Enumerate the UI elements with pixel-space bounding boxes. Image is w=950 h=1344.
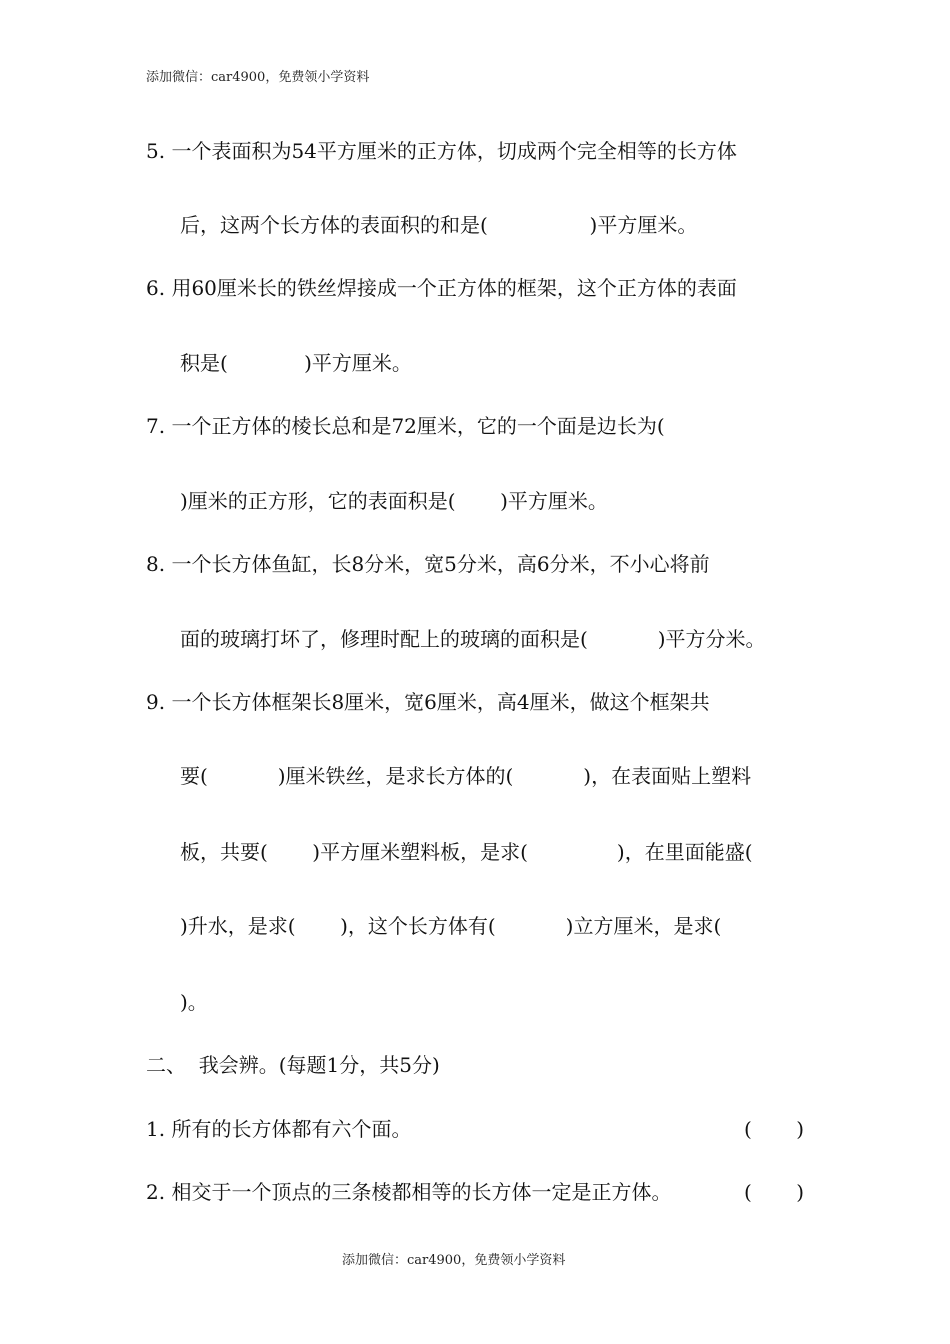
judge-item-1: 1. 所有的长方体都有六个面。 bbox=[146, 1117, 412, 1141]
judge-item-2-answer: ( ) bbox=[744, 1180, 805, 1204]
question-7-line-1: 7. 一个正方体的棱长总和是72厘米，它的一个面是边长为( bbox=[146, 414, 665, 438]
question-8-line-1: 8. 一个长方体鱼缸，长8分米，宽5分米，高6分米，不小心将前 bbox=[146, 552, 710, 576]
question-9-line-2: 要( )厘米铁丝，是求长方体的( )，在表面贴上塑料 bbox=[180, 764, 752, 788]
question-6-line-2: 积是( )平方厘米。 bbox=[180, 351, 412, 375]
section-2-heading: 二、 我会辨。(每题1分，共5分) bbox=[146, 1053, 440, 1077]
question-9-line-5: )。 bbox=[180, 990, 208, 1014]
watermark-footer: 添加微信：car4900，免费领小学资料 bbox=[342, 1253, 566, 1268]
question-9-line-1: 9. 一个长方体框架长8厘米，宽6厘米，高4厘米，做这个框架共 bbox=[146, 690, 710, 714]
question-7-line-2: )厘米的正方形，它的表面积是( )平方厘米。 bbox=[180, 489, 608, 513]
question-5-line-2: 后，这两个长方体的表面积的和是( )平方厘米。 bbox=[180, 213, 698, 237]
judge-item-1-answer: ( ) bbox=[744, 1117, 805, 1141]
judge-item-2: 2. 相交于一个顶点的三条棱都相等的长方体一定是正方体。 bbox=[146, 1180, 672, 1204]
watermark-header: 添加微信：car4900，免费领小学资料 bbox=[146, 70, 370, 85]
question-8-line-2: 面的玻璃打坏了，修理时配上的玻璃的面积是( )平方分米。 bbox=[180, 627, 766, 651]
question-9-line-4: )升水，是求( )，这个长方体有( )立方厘米，是求( bbox=[180, 914, 722, 938]
question-9-line-3: 板，共要( )平方厘米塑料板，是求( )，在里面能盛( bbox=[180, 840, 753, 864]
question-5-line-1: 5. 一个表面积为54平方厘米的正方体，切成两个完全相等的长方体 bbox=[146, 139, 737, 163]
question-6-line-1: 6. 用60厘米长的铁丝焊接成一个正方体的框架，这个正方体的表面 bbox=[146, 276, 737, 300]
